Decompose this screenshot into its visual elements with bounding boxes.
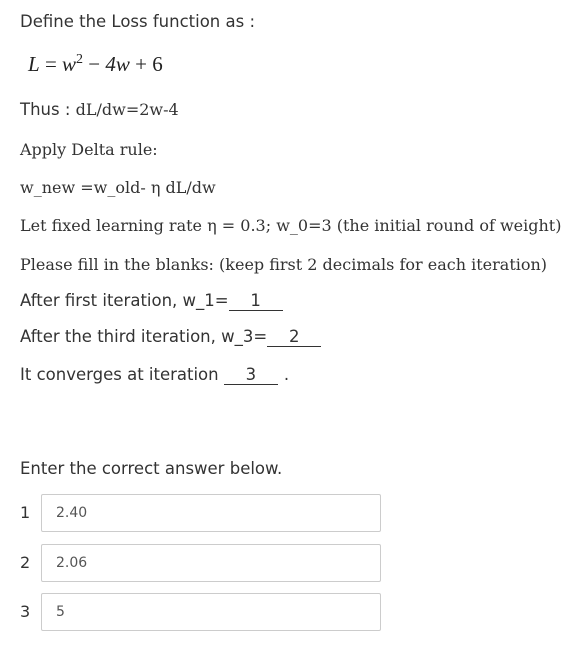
eq-minus: − (88, 52, 101, 76)
intro-text: Define the Loss function as : (20, 12, 256, 31)
eq-w: w (62, 52, 77, 76)
question-1 (20, 291, 283, 311)
thus-expression: dL/dw=2w-4 (75, 100, 179, 119)
apply-rule-text: Apply Delta rule: (20, 140, 158, 159)
answer-input-3[interactable] (41, 593, 381, 631)
eq-plus: + (135, 52, 147, 76)
question-3-prefix: It converges at iteration (20, 365, 224, 384)
instruction-text: Please fill in the blanks: (keep first 2 decimals for each iteration) (20, 255, 548, 274)
derivative-line (20, 100, 179, 120)
answer-number: 1 (20, 503, 31, 522)
answer-input-1[interactable] (41, 494, 381, 532)
eq-exponent: 2 (76, 52, 84, 67)
thus-label: Thus : (20, 100, 76, 119)
question-1-blank: 1 (229, 291, 283, 311)
eq-4w: 4w (105, 52, 130, 76)
question-3-blank: 3 (224, 365, 278, 385)
loss-equation (28, 52, 163, 77)
question-2-blank: 2 (267, 327, 321, 347)
update-rule-text: w_new =w_old- η dL/dw (20, 178, 216, 197)
eq-six: 6 (152, 52, 163, 76)
question-1-prefix: After first iteration, w_1= (20, 291, 229, 310)
answer-prompt: Enter the correct answer below. (20, 459, 283, 478)
eq-lhs: L (28, 52, 40, 76)
learning-rate-text: Let fixed learning rate η = 0.3; w_0=3 (the initial round of weight) (20, 216, 562, 235)
question-2-prefix: After the third iteration, w_3= (20, 327, 268, 346)
answer-number: 2 (20, 553, 31, 572)
question-3-suffix: . (283, 365, 290, 384)
eq-equals: = (44, 52, 57, 76)
question-3 (20, 365, 289, 385)
question-2 (20, 327, 321, 347)
answer-number: 3 (20, 602, 31, 621)
answer-input-2[interactable] (41, 544, 381, 582)
